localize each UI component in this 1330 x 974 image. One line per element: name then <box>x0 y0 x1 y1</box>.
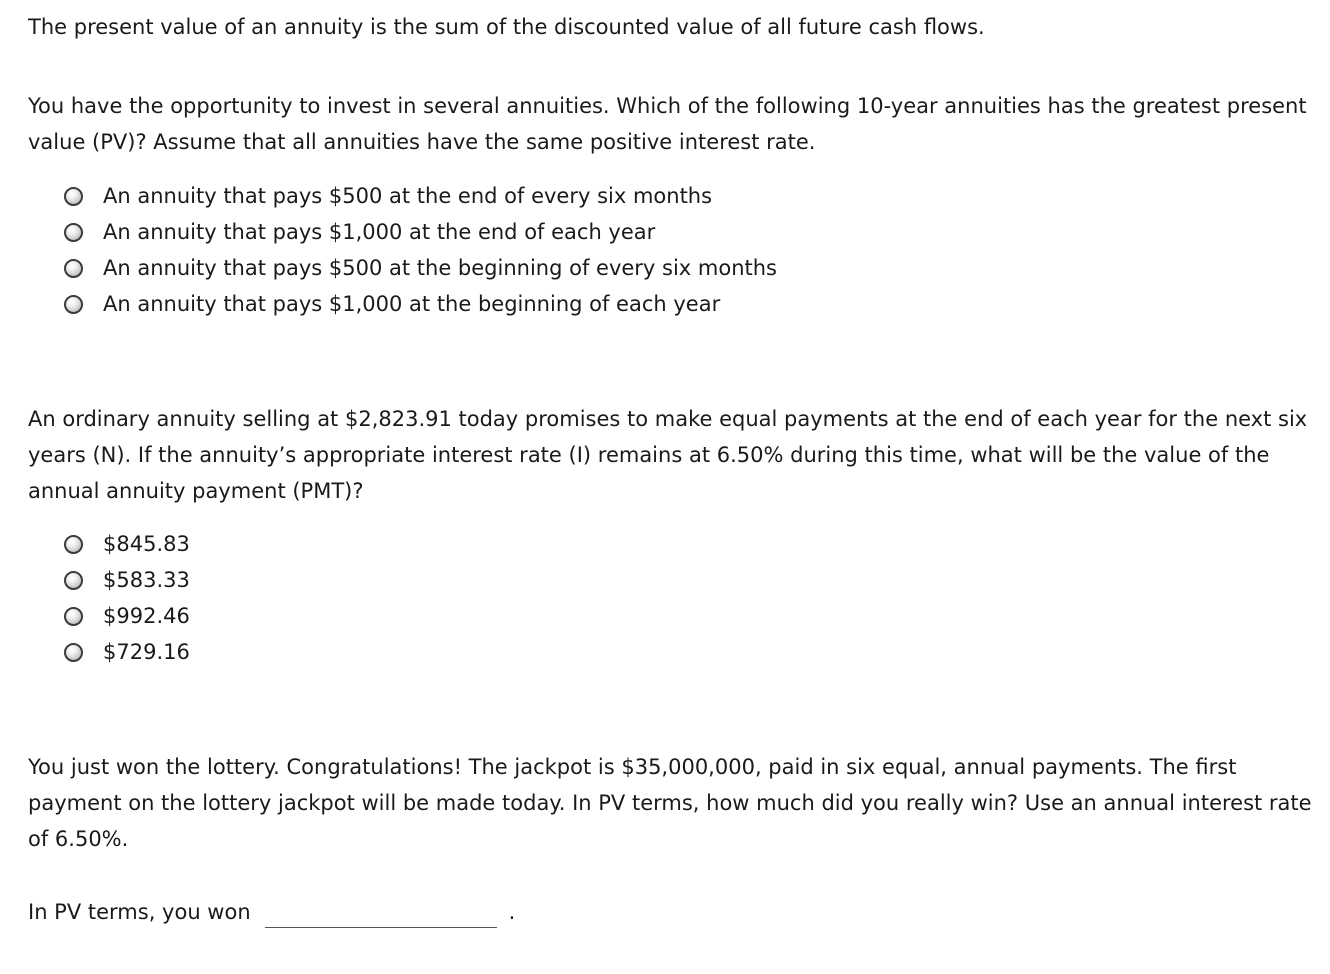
option-label: An annuity that pays $1,000 at the beginning of each year <box>103 292 721 316</box>
option-label: An annuity that pays $500 at the beginning of every six months <box>103 256 777 280</box>
question1-text: You have the opportunity to invest in several annuities. Which of the following 10-year annuities has the greatest present value (PV)? Assume that all annuities have the same positive interest rate. <box>28 94 1307 154</box>
answer-label: In PV terms, you won <box>28 900 251 924</box>
intro-text: The present value of an annuity is the sum of the discounted value of all future cash flows. <box>28 15 985 39</box>
option-label: An annuity that pays $1,000 at the end of each year <box>103 220 656 244</box>
question2-option-4[interactable] <box>64 634 190 670</box>
question2-options <box>64 526 190 670</box>
radio-button[interactable] <box>64 571 83 590</box>
question1-option-2[interactable] <box>64 214 777 250</box>
question2-option-1[interactable] <box>64 526 190 562</box>
option-label: An annuity that pays $500 at the end of every six months <box>103 184 713 208</box>
pv-answer-input[interactable] <box>265 899 497 928</box>
radio-button[interactable] <box>64 643 83 662</box>
question2-text: An ordinary annuity selling at $2,823.91 today promises to make equal payments at the end of each year for the next six years (N). If the annuity’s appropriate interest rate (I) remains at 6.50% during this time, what will be the value of the annual annuity payment (PMT)? <box>28 407 1308 503</box>
option-label: $992.46 <box>103 604 190 628</box>
question3-text: You just won the lottery. Congratulations! The jackpot is $35,000,000, paid in six equal, annual payments. The first payment on the lottery jackpot will be made today. In PV terms, how much did you really win? Use an annual interest rate of 6.50%. <box>28 755 1312 851</box>
option-label: $583.33 <box>103 568 190 592</box>
question1-option-1[interactable] <box>64 178 777 214</box>
option-label: $729.16 <box>103 640 190 664</box>
question2-option-2[interactable] <box>64 562 190 598</box>
radio-button[interactable] <box>64 259 83 278</box>
radio-button[interactable] <box>64 223 83 242</box>
radio-button[interactable] <box>64 187 83 206</box>
radio-button[interactable] <box>64 535 83 554</box>
answer-suffix: . <box>508 900 516 924</box>
option-label: $845.83 <box>103 532 190 556</box>
question1-option-3[interactable] <box>64 250 777 286</box>
radio-button[interactable] <box>64 607 83 626</box>
question1-option-4[interactable] <box>64 286 777 322</box>
question1-options <box>64 178 777 322</box>
question2-option-3[interactable] <box>64 598 190 634</box>
answer-row <box>28 894 515 930</box>
radio-button[interactable] <box>64 295 83 314</box>
